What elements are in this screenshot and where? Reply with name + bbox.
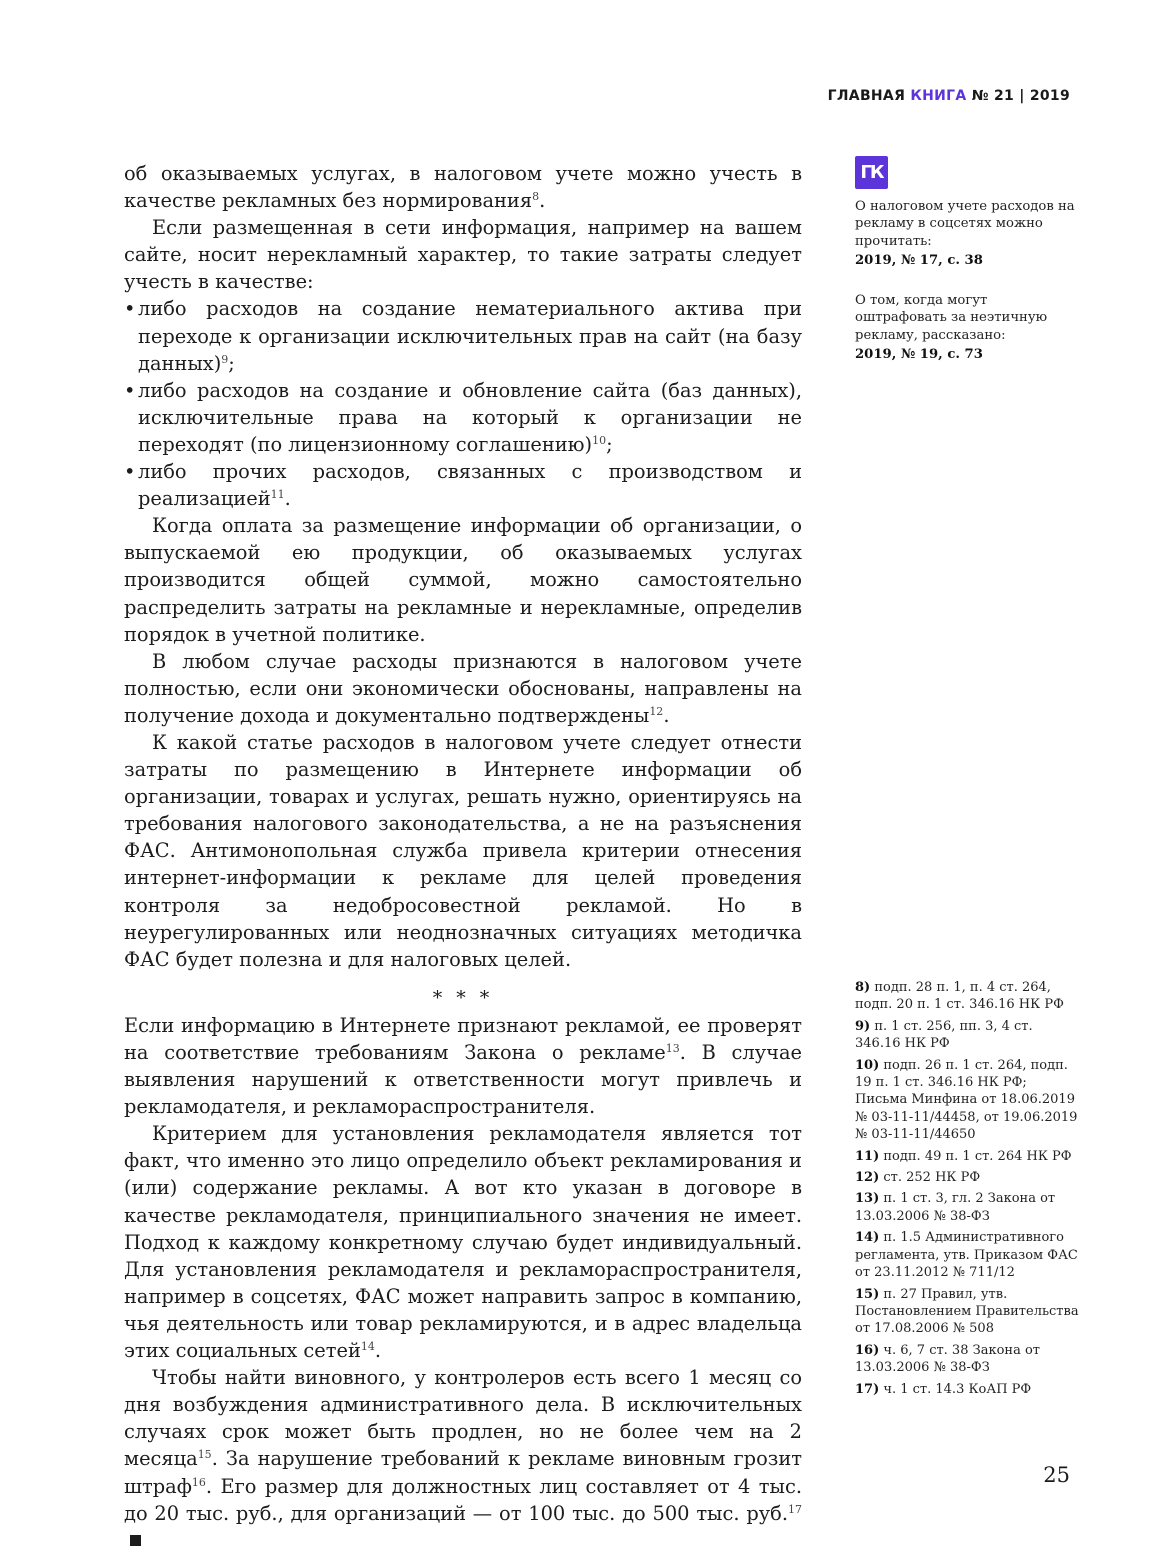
paragraph: К какой статье расходов в налоговом учете следует отнести затраты по размещению в Интернете информации об организации, товарах и услугах, решать нужно, ориентируясь на требования налогового законодательства, а не на разъяснения ФАС. Антимонопольная служба привела критерии отнесения интернет-информации к рекламе для целей проведения контроля за недобросовестной рекламой. Но в неурегулированных или неоднозначных ситуациях методичка ФАС будет полезна и для налоговых целей.: [124, 730, 802, 971]
footnote-ref[interactable]: 10: [592, 433, 607, 447]
footnote: 9) п. 1 ст. 256, пп. 3, 4 ст. 346.16 НК РФ: [855, 1018, 1033, 1052]
list-item: • либо расходов на создание и обновление сайта (баз данных), исключительные права на который к организации не переходят (по лицензионному соглашению)$^{10}$;: [124, 377, 802, 458]
footnote: 17) ч. 1 ст. 14.3 КоАП РФ: [855, 1381, 1032, 1397]
header-title: ГЛАВНАЯ: [827, 88, 906, 104]
sidebar-note-text: О налоговом учете расходов на рекламу в соцсетях можно прочитать:: [855, 199, 1075, 249]
sidebar-note-link[interactable]: 2019, № 17, с. 38: [855, 253, 983, 269]
gk-logo-icon: ГК: [855, 156, 888, 189]
list-item: • либо прочих расходов, связанных с производством и реализацией$^{11}$.: [124, 458, 802, 512]
paragraph: об оказываемых услугах, в налоговом учете можно учесть в качестве рекламных без нормирования$^8$.: [124, 162, 802, 213]
sidebar-note-text: О том, когда могут оштрафовать за неэтичную рекламу, рассказано:: [855, 293, 1048, 343]
footnote-ref[interactable]: 12: [649, 704, 664, 718]
footnote-ref[interactable]: 15: [197, 1448, 212, 1462]
paragraph: Если информацию в Интернете признают рекламой, ее проверят на соответствие требованиям Закона о рекламе$^{13}$. В случае выявления нарушений к ответственности могут привлечь и рекламодателя, и рекламораспространителя.: [124, 1013, 803, 1119]
footnote-ref[interactable]: 9: [221, 352, 229, 366]
paragraph: Чтобы найти виновного, у контролеров есть всего 1 месяц со дня возбуждения административного дела. В исключительных случаях срок может быть продлен, но не более чем на 2 месяца$^{15}$. За нарушение требований к рекламе виновным грозит штраф$^{16}$. Его размер для должностных лиц составляет от 4 тыс. до 20 тыс. руб., для организаций — от 100 тыс. до 500 тыс. руб.$^{17}$: [124, 1364, 802, 1554]
running-header: [828, 88, 1070, 104]
header-issue: № 21 | 2019: [971, 88, 1070, 104]
list-item: • либо расходов на создание нематериального актива при переходе к организации исключительных прав на сайт (на базу данных)$^9$;: [124, 295, 802, 376]
sidebar-note: [855, 198, 1075, 270]
footnote: 13) п. 1 ст. 3, гл. 2 Закона от 13.03.2006 № 38-ФЗ: [855, 1191, 1056, 1224]
sidebar-note: [855, 292, 1075, 364]
paragraph: В любом случае расходы признаются в налоговом учете полностью, если они экономически обоснованы, направлены на получение дохода и документально подтверждены$^{12}$.: [124, 649, 802, 727]
footnote: 12) ст. 252 НК РФ: [855, 1170, 981, 1186]
footnote: 15) п. 27 Правил, утв. Постановлением Правительства от 17.08.2006 № 508: [855, 1286, 1079, 1337]
footnote: 14) п. 1.5 Административного регламента, утв. Приказом ФАС от 23.11.2012 № 711/12: [855, 1230, 1078, 1281]
article-body: [124, 160, 802, 1554]
paragraph: Критерием для установления рекламодателя является тот факт, что именно это лицо определило объект рекламирования и (или) содержание рекламы. А вот кто указан в договоре в качестве рекламодателя, принципиального значения не имеет. Подход к каждому конкретному случаю будет индивидуальный. Для установления рекламодателя и рекламораспространителя, например в соцсетях, ФАС может направить запрос в компанию, чья деятельность или товар рекламируются, и в адрес владельца этих социальных сетей$^{14}$.: [124, 1122, 802, 1363]
footnote-ref[interactable]: 17: [788, 1502, 802, 1516]
footnote: 10) подп. 26 п. 1 ст. 264, подп. 19 п. 1 ст. 346.16 НК РФ; Письма Минфина от 18.06.2019 № 03-11-11/44458, от 19.06.2019 № 03-11-11/44650: [855, 1057, 1078, 1143]
footnote-ref[interactable]: 14: [360, 1340, 375, 1354]
footnote-ref[interactable]: 11: [270, 488, 285, 502]
footnote-ref[interactable]: 8: [532, 190, 540, 204]
footnote-ref[interactable]: 16: [191, 1475, 206, 1489]
header-title-accent: КНИГА: [910, 88, 967, 104]
section-divider: * * *: [432, 986, 494, 1009]
sidebar-note-link[interactable]: 2019, № 19, с. 73: [855, 347, 983, 363]
bullet-list: [124, 295, 802, 512]
page-number: 25: [1043, 1463, 1070, 1487]
footnotes: [855, 979, 1080, 1402]
footnote: 8) подп. 28 п. 1, п. 4 ст. 264, подп. 20 п. 1 ст. 346.16 НК РФ: [855, 980, 1064, 1013]
footnote: 16) ч. 6, 7 ст. 38 Закона от 13.03.2006 № 38-ФЗ: [855, 1342, 1040, 1376]
paragraph: Если размещенная в сети информация, например на вашем сайте, носит нерекламный характер, то такие затраты следует учесть в качестве:: [124, 216, 802, 294]
end-of-article-icon: [130, 1535, 141, 1546]
footnote-ref[interactable]: 13: [665, 1042, 680, 1055]
footnote: 11) подп. 49 п. 1 ст. 264 НК РФ: [855, 1148, 1072, 1164]
paragraph: Когда оплата за размещение информации об организации, о выпускаемой ею продукции, об оказываемых услугах производится общей суммой, можно самостоятельно распределить затраты на рекламные и нерекламные, определив порядок в учетной политике.: [124, 514, 802, 646]
